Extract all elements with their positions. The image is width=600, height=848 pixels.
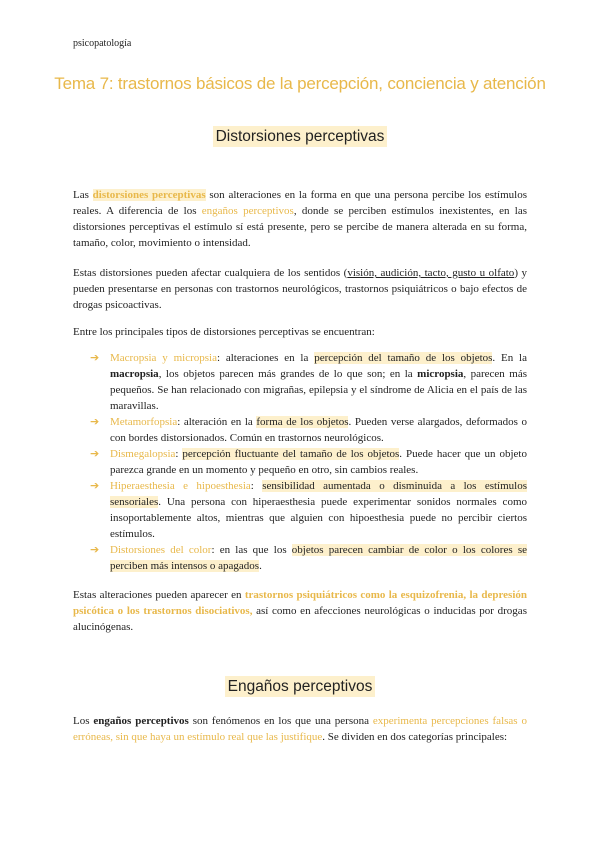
highlighted-text: percepción del tamaño de los objetos: [314, 352, 493, 364]
text: . En la: [492, 352, 527, 364]
text: . Una persona con hiperaesthesia puede experimentar sonidos normales como insoportablemente altos, mientras que alguien con hipoesthesia puede no percibir ciertos estímulos.: [110, 496, 527, 540]
arrow-right-icon: ➔: [90, 351, 100, 364]
text: . Pueden verse alargados, deformados o con bordes distorsionados. Común en trastornos neurológicos.: [110, 416, 527, 444]
list-item: [90, 350, 527, 414]
arrow-right-icon: ➔: [90, 543, 100, 556]
paragraph-intro-distorsiones: [73, 187, 527, 251]
paragraph-enganos: [73, 713, 527, 745]
bold-text: macropsia: [110, 368, 159, 380]
text: : en las que los: [211, 544, 292, 556]
text: :: [175, 448, 183, 460]
document-title: Tema 7: trastornos básicos de la percepción, conciencia y atención: [54, 74, 546, 93]
paragraph-alteraciones: [73, 587, 527, 635]
key-term: engaños perceptivos: [201, 205, 294, 217]
bold-text: engaños perceptivos: [93, 715, 189, 727]
text: :: [250, 480, 263, 492]
list-item-term: Metamorfopsia: [110, 416, 178, 428]
list-item: [90, 446, 527, 478]
list-item-term: Dismegalopsia: [110, 448, 176, 460]
text: . Puede hacer que un objeto parezca grande en un momento y pequeño en otro, sin cambios reales.: [110, 448, 527, 476]
list-item-term: Hiperaesthesia e hipoesthesia: [110, 480, 251, 492]
section-title-enganos: [0, 678, 600, 696]
list-item-term: Macropsia y micropsia: [110, 352, 217, 364]
key-term: distorsiones perceptivas: [92, 189, 206, 201]
arrow-right-icon: ➔: [90, 415, 100, 428]
arrow-right-icon: ➔: [90, 479, 100, 492]
highlighted-text: objetos parecen cambiar de color o los colores se perciben más intensos o apagados: [110, 544, 527, 572]
list-item-term: Distorsiones del color: [110, 544, 212, 556]
text: : alteraciones en la: [216, 352, 315, 364]
text: Las: [73, 189, 93, 201]
list-item: [90, 542, 527, 574]
underlined-text: visión, audición, tacto, gusto u olfato: [347, 267, 515, 279]
text: ) y pueden presentarse en personas con trastornos neurológicos, trastornos psiquiátricos o bajo efectos de drogas psicoactivas.: [73, 267, 527, 311]
text: : alteración en la: [177, 416, 257, 428]
highlighted-text: percepción fluctuante del tamaño de los objetos: [182, 448, 400, 460]
text: . Se dividen en dos categorías principales:: [322, 731, 508, 743]
page-header: psicopatología: [73, 38, 132, 49]
text: así como en afecciones neurológicas o inducidas por drogas alucinógenas.: [73, 605, 527, 633]
paragraph-tipos-intro: Entre los principales tipos de distorsiones perceptivas se encuentran:: [73, 326, 375, 338]
text: , los objetos parecen más grandes de lo que son; en la: [158, 368, 418, 380]
section-title-distorsiones: [0, 128, 600, 146]
paragraph-sentidos: [73, 265, 527, 313]
highlighted-text: sensibilidad aumentada o disminuida a los estímulos sensoriales: [110, 480, 528, 508]
section-title-text: Distorsiones perceptivas: [213, 126, 388, 147]
text: Los: [73, 715, 94, 727]
distortion-types-list: [90, 350, 527, 574]
arrow-right-icon: ➔: [90, 447, 100, 460]
text: , donde se perciben estímulos inexistentes, en las distorsiones perceptivas el estímulo sí está presente, pero se percibe de manera alterada en su forma, tamaño, color, movimiento o intensidad.: [73, 205, 527, 249]
section-title-text: Engaños perceptivos: [225, 676, 376, 697]
key-term: trastornos psiquiátricos como la esquizofrenia, la depresión psicótica o los trastornos disociativos,: [73, 589, 527, 617]
key-term: experimenta percepciones falsas o erróneas, sin que haya un estímulo real que las justifique: [73, 715, 527, 743]
text: son fenómenos en los que una persona: [188, 715, 373, 727]
list-item: [90, 478, 527, 542]
bold-text: micropsia: [417, 368, 464, 380]
highlighted-text: forma de los objetos: [256, 416, 349, 428]
text: , parecen más pequeños. Se han relacionado con migrañas, epilepsia y el síndrome de Alicia en el país de las maravillas.: [110, 368, 527, 412]
text: son alteraciones en la forma en que una persona percibe los estímulos reales. A diferencia de los: [73, 189, 527, 217]
text: Estas alteraciones pueden aparecer en: [73, 589, 245, 601]
text: Estas distorsiones pueden afectar cualquiera de los sentidos (: [73, 267, 348, 279]
list-item: [90, 414, 527, 446]
text: .: [259, 560, 262, 572]
